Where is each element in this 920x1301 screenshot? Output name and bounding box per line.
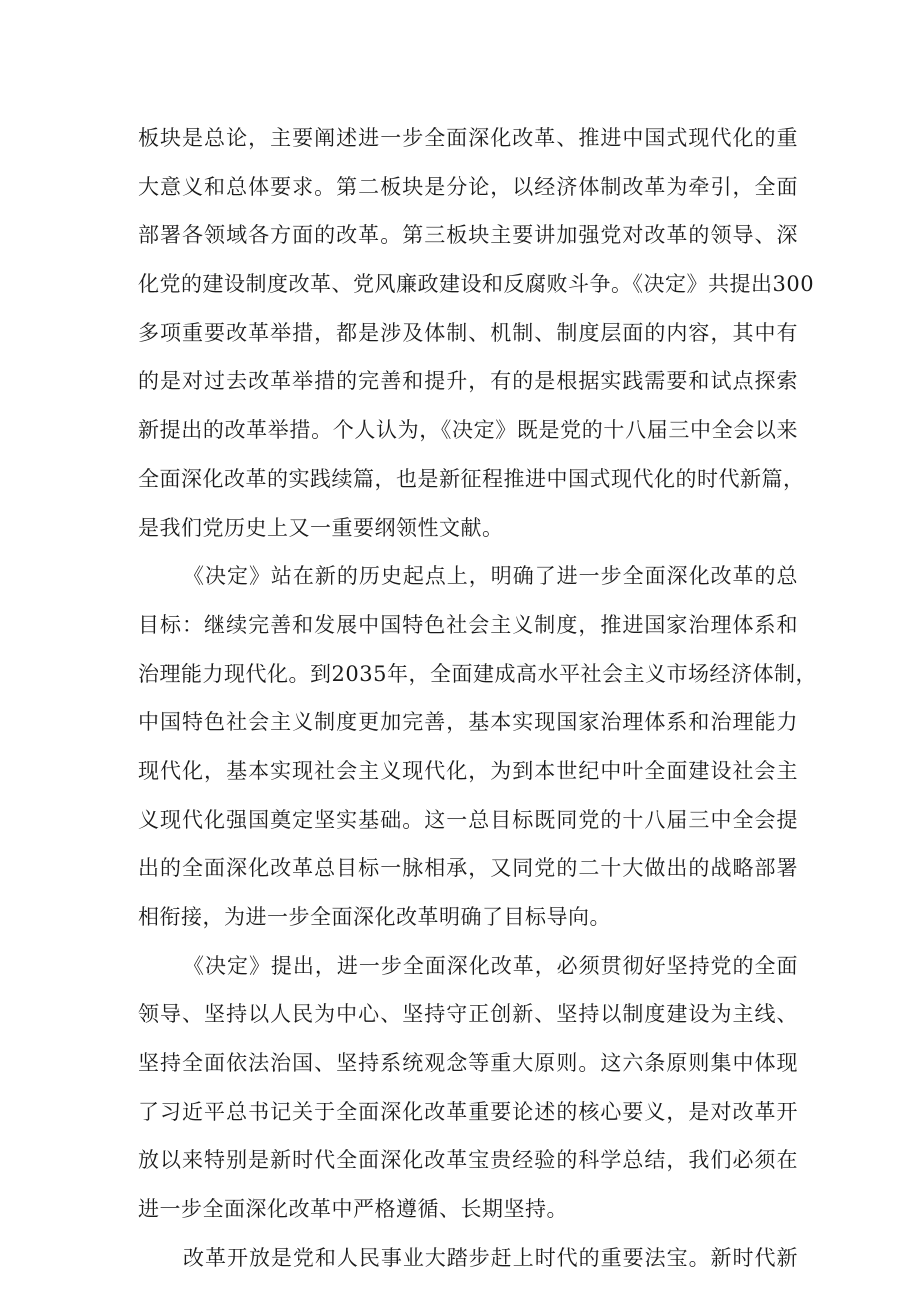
text-line: 坚持全面依法治国、坚持系统观念等重大原则。这六条原则集中体现: [138, 1051, 798, 1076]
text-line: 现代化，基本实现社会主义现代化，为到本世纪中叶全面建设社会主: [138, 758, 798, 783]
text-line: 出的全面深化改革总目标一脉相承，又同党的二十大做出的战略部署: [138, 856, 798, 881]
text-line: 了习近平总书记关于全面深化改革重要论述的核心要义，是对改革开: [138, 1099, 798, 1124]
text-line: 放以来特别是新时代全面深化改革宝贵经验的科学总结，我们必须在: [138, 1148, 798, 1173]
text-line: 多项重要改革举措，都是涉及体制、机制、制度层面的内容，其中有: [138, 320, 798, 345]
text-line: 的是对过去改革举措的完善和提升，有的是根据实践需要和试点探索: [138, 369, 798, 394]
paragraph-3: [138, 942, 798, 1234]
text-line: 相衔接，为进一步全面深化改革明确了目标导向。: [138, 905, 611, 929]
text-line: 化党的建设制度改革、党风廉政建设和反腐败斗争。《决定》共提出300: [138, 272, 815, 297]
text-line: 改革开放是党和人民事业大踏步赶上时代的重要法宝。新时代新: [183, 1245, 798, 1270]
text-line: 义现代化强国奠定坚实基础。这一总目标既同党的十八届三中全会提: [138, 807, 798, 832]
text-line: 《决定》站在新的历史起点上，明确了进一步全面深化改革的总: [183, 564, 798, 589]
text-line: 大意义和总体要求。第二板块是分论，以经济体制改革为牵引，全面: [138, 174, 798, 199]
paragraph-1: [138, 114, 815, 552]
text-line: 全面深化改革的实践续篇，也是新征程推进中国式现代化的时代新篇，: [138, 466, 805, 491]
text-line: 治理能力现代化。到2035年，全面建成高水平社会主义市场经济体制，: [138, 661, 817, 686]
text-line: 是我们党历史上又一重要纲领性文献。: [138, 515, 504, 540]
text-line: 进一步全面深化改革中严格遵循、长期坚持。: [138, 1197, 568, 1222]
text-line: 目标：继续完善和发展中国特色社会主义制度，推进国家治理体系和: [138, 612, 798, 637]
paragraph-4: [138, 1234, 798, 1283]
text-line: 部署各领域各方面的改革。第三板块主要讲加强党对改革的领导、深: [138, 223, 798, 248]
text-line: 板块是总论，主要阐述进一步全面深化改革、推进中国式现代化的重: [138, 126, 798, 150]
text-line: 领导、坚持以人民为中心、坚持守正创新、坚持以制度建设为主线、: [138, 1002, 798, 1027]
text-line: 新提出的改革举措。个人认为，《决定》既是党的十八届三中全会以来: [138, 418, 798, 443]
paragraph-2: [138, 552, 817, 942]
document-body: [138, 114, 817, 1283]
text-line: 中国特色社会主义制度更加完善，基本实现国家治理体系和治理能力: [138, 710, 798, 735]
text-line: 《决定》提出，进一步全面深化改革，必须贯彻好坚持党的全面: [183, 953, 798, 978]
